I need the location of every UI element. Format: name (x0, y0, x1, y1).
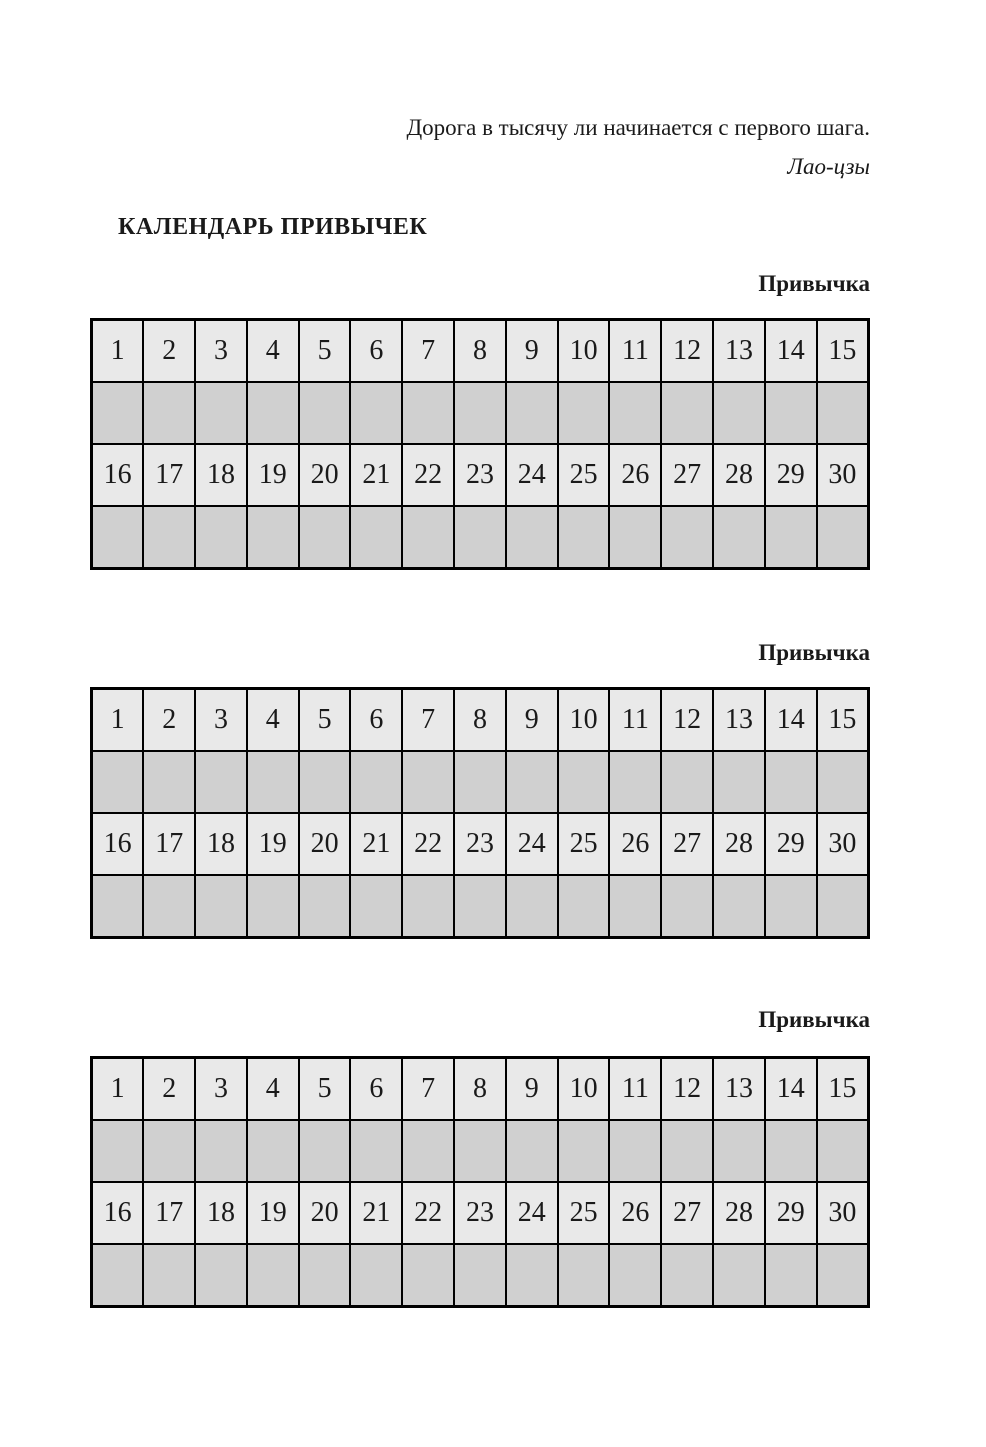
day-number-cell: 30 (817, 444, 869, 506)
day-number-cell: 26 (609, 1182, 661, 1244)
tracking-cell (558, 751, 610, 813)
day-number-cell: 2 (143, 689, 195, 752)
tracking-cell (454, 751, 506, 813)
tracking-cell (661, 382, 713, 444)
tracking-cell (558, 382, 610, 444)
tracking-cell (609, 506, 661, 569)
tracking-cell (609, 751, 661, 813)
tracking-cell (454, 875, 506, 938)
day-number-cell: 4 (247, 1058, 299, 1121)
day-number-cell: 30 (817, 1182, 869, 1244)
tracking-cell (350, 382, 402, 444)
tracking-cell (402, 1244, 454, 1307)
tracking-cell (350, 1244, 402, 1307)
day-number-cell: 7 (402, 1058, 454, 1121)
tracking-cell (713, 751, 765, 813)
day-number-cell: 22 (402, 1182, 454, 1244)
day-number-cell: 14 (765, 1058, 817, 1121)
tracking-cell (609, 382, 661, 444)
tracking-cell (402, 875, 454, 938)
tracking-cell (817, 1120, 869, 1182)
day-number-cell: 6 (350, 320, 402, 383)
tracking-cell (195, 506, 247, 569)
day-number-cell: 11 (609, 320, 661, 383)
day-number-cell: 9 (506, 689, 558, 752)
day-numbers-row (92, 1058, 869, 1121)
day-number-cell: 18 (195, 444, 247, 506)
day-number-cell: 16 (92, 1182, 144, 1244)
tracking-cell (299, 875, 351, 938)
tracking-cell (247, 875, 299, 938)
day-number-cell: 4 (247, 689, 299, 752)
tracking-cell (661, 1120, 713, 1182)
day-number-cell: 29 (765, 1182, 817, 1244)
tracking-cell (817, 875, 869, 938)
day-number-cell: 23 (454, 444, 506, 506)
tracking-cell (765, 1120, 817, 1182)
tracking-cell (92, 875, 144, 938)
tracking-cell (765, 506, 817, 569)
day-number-cell: 12 (661, 689, 713, 752)
tracking-cell (817, 1244, 869, 1307)
tracking-cell (195, 751, 247, 813)
day-number-cell: 15 (817, 320, 869, 383)
day-number-cell: 22 (402, 813, 454, 875)
day-number-cell: 25 (558, 1182, 610, 1244)
day-number-cell: 18 (195, 1182, 247, 1244)
day-number-cell: 19 (247, 813, 299, 875)
day-number-cell: 21 (350, 813, 402, 875)
day-number-cell: 9 (506, 1058, 558, 1121)
tracking-cell (558, 1120, 610, 1182)
day-number-cell: 3 (195, 689, 247, 752)
tracking-cell (454, 1120, 506, 1182)
tracking-cell (247, 1244, 299, 1307)
day-number-cell: 29 (765, 444, 817, 506)
day-number-cell: 5 (299, 1058, 351, 1121)
epigraph-attribution: Лао-цзы (787, 154, 870, 179)
tracking-cell (454, 382, 506, 444)
day-numbers-row (92, 320, 869, 383)
day-number-cell: 13 (713, 1058, 765, 1121)
day-number-cell: 12 (661, 1058, 713, 1121)
tracking-cell (506, 382, 558, 444)
tracking-cell (765, 1244, 817, 1307)
tracking-cell (143, 506, 195, 569)
epigraph-quote: Дорога в тысячу ли начинается с первого шага. (406, 115, 870, 140)
day-number-cell: 23 (454, 813, 506, 875)
tracking-cell (247, 751, 299, 813)
tracking-cell (143, 875, 195, 938)
habit-label-1: Привычка (758, 271, 870, 296)
day-number-cell: 15 (817, 689, 869, 752)
day-numbers-row (92, 689, 869, 752)
day-number-cell: 4 (247, 320, 299, 383)
day-number-cell: 8 (454, 689, 506, 752)
tracking-cell (713, 506, 765, 569)
tracking-cell (195, 875, 247, 938)
day-number-cell: 15 (817, 1058, 869, 1121)
tracking-cell (92, 506, 144, 569)
tracking-cell (506, 875, 558, 938)
day-number-cell: 6 (350, 689, 402, 752)
day-number-cell: 20 (299, 1182, 351, 1244)
day-number-cell: 5 (299, 689, 351, 752)
day-number-cell: 27 (661, 444, 713, 506)
tracking-cell (92, 1244, 144, 1307)
tracking-cell (402, 1120, 454, 1182)
tracking-cell (195, 382, 247, 444)
day-number-cell: 28 (713, 444, 765, 506)
day-number-cell: 26 (609, 813, 661, 875)
tracking-cell (143, 1244, 195, 1307)
day-number-cell: 24 (506, 444, 558, 506)
day-number-cell: 14 (765, 320, 817, 383)
day-number-cell: 8 (454, 320, 506, 383)
tracking-cell (350, 751, 402, 813)
day-number-cell: 22 (402, 444, 454, 506)
tracking-cell (350, 875, 402, 938)
tracking-cell (765, 751, 817, 813)
day-number-cell: 19 (247, 444, 299, 506)
day-number-cell: 10 (558, 1058, 610, 1121)
tracking-cell (247, 506, 299, 569)
day-number-cell: 18 (195, 813, 247, 875)
tracking-cell (609, 1120, 661, 1182)
day-numbers-row (92, 813, 869, 875)
day-number-cell: 30 (817, 813, 869, 875)
tracking-cell (558, 1244, 610, 1307)
tracking-cell (661, 506, 713, 569)
day-number-cell: 19 (247, 1182, 299, 1244)
tracking-cell (454, 506, 506, 569)
tracking-cell (143, 382, 195, 444)
day-number-cell: 2 (143, 320, 195, 383)
tracking-cell (817, 506, 869, 569)
tracking-cell (92, 1120, 144, 1182)
day-number-cell: 13 (713, 689, 765, 752)
day-number-cell: 3 (195, 1058, 247, 1121)
day-number-cell: 25 (558, 444, 610, 506)
habit-calendar-table-3 (90, 1056, 870, 1308)
tracking-cell (713, 875, 765, 938)
tracking-cell (817, 751, 869, 813)
day-number-cell: 24 (506, 1182, 558, 1244)
day-number-cell: 9 (506, 320, 558, 383)
day-number-cell: 5 (299, 320, 351, 383)
day-number-cell: 28 (713, 1182, 765, 1244)
day-number-cell: 24 (506, 813, 558, 875)
day-number-cell: 17 (143, 444, 195, 506)
tracking-cell (765, 382, 817, 444)
tracking-row (92, 875, 869, 938)
day-number-cell: 10 (558, 689, 610, 752)
tracking-cell (350, 506, 402, 569)
tracking-cell (299, 506, 351, 569)
day-number-cell: 27 (661, 1182, 713, 1244)
day-number-cell: 1 (92, 320, 144, 383)
tracking-cell (195, 1120, 247, 1182)
habit-label-3: Привычка (758, 1007, 870, 1032)
tracking-cell (143, 1120, 195, 1182)
tracking-cell (506, 1244, 558, 1307)
tracking-cell (195, 1244, 247, 1307)
day-number-cell: 17 (143, 1182, 195, 1244)
day-number-cell: 21 (350, 444, 402, 506)
tracking-row (92, 751, 869, 813)
day-number-cell: 20 (299, 813, 351, 875)
day-number-cell: 20 (299, 444, 351, 506)
tracking-row (92, 382, 869, 444)
day-number-cell: 11 (609, 689, 661, 752)
tracking-cell (713, 1244, 765, 1307)
day-number-cell: 12 (661, 320, 713, 383)
day-numbers-row (92, 444, 869, 506)
tracking-cell (299, 382, 351, 444)
tracking-row (92, 506, 869, 569)
tracking-cell (454, 1244, 506, 1307)
tracking-cell (661, 751, 713, 813)
tracking-cell (661, 1244, 713, 1307)
tracking-cell (92, 751, 144, 813)
tracking-cell (661, 875, 713, 938)
day-number-cell: 1 (92, 1058, 144, 1121)
tracking-cell (713, 1120, 765, 1182)
day-number-cell: 23 (454, 1182, 506, 1244)
day-number-cell: 16 (92, 813, 144, 875)
tracking-cell (713, 382, 765, 444)
tracking-cell (299, 1120, 351, 1182)
tracking-cell (299, 1244, 351, 1307)
tracking-cell (402, 382, 454, 444)
page-title: КАЛЕНДАРЬ ПРИВЫЧЕК (118, 214, 428, 240)
tracking-cell (817, 382, 869, 444)
day-numbers-row (92, 1182, 869, 1244)
day-number-cell: 10 (558, 320, 610, 383)
day-number-cell: 27 (661, 813, 713, 875)
tracking-cell (350, 1120, 402, 1182)
habit-calendar-table-1 (90, 318, 870, 570)
day-number-cell: 6 (350, 1058, 402, 1121)
day-number-cell: 14 (765, 689, 817, 752)
day-number-cell: 21 (350, 1182, 402, 1244)
day-number-cell: 26 (609, 444, 661, 506)
day-number-cell: 3 (195, 320, 247, 383)
tracking-row (92, 1120, 869, 1182)
tracking-row (92, 1244, 869, 1307)
day-number-cell: 17 (143, 813, 195, 875)
tracking-cell (609, 1244, 661, 1307)
day-number-cell: 8 (454, 1058, 506, 1121)
tracking-cell (402, 751, 454, 813)
tracking-cell (247, 1120, 299, 1182)
tracking-cell (299, 751, 351, 813)
day-number-cell: 28 (713, 813, 765, 875)
tracking-cell (247, 382, 299, 444)
day-number-cell: 16 (92, 444, 144, 506)
tracking-cell (92, 382, 144, 444)
day-number-cell: 7 (402, 689, 454, 752)
tracking-cell (765, 875, 817, 938)
day-number-cell: 13 (713, 320, 765, 383)
habit-label-2: Привычка (758, 640, 870, 665)
day-number-cell: 2 (143, 1058, 195, 1121)
tracking-cell (506, 1120, 558, 1182)
day-number-cell: 29 (765, 813, 817, 875)
day-number-cell: 1 (92, 689, 144, 752)
tracking-cell (506, 506, 558, 569)
day-number-cell: 25 (558, 813, 610, 875)
tracking-cell (506, 751, 558, 813)
day-number-cell: 7 (402, 320, 454, 383)
habit-calendar-table-2 (90, 687, 870, 939)
day-number-cell: 11 (609, 1058, 661, 1121)
tracking-cell (402, 506, 454, 569)
tracking-cell (558, 506, 610, 569)
tracking-cell (143, 751, 195, 813)
tracking-cell (609, 875, 661, 938)
tracking-cell (558, 875, 610, 938)
